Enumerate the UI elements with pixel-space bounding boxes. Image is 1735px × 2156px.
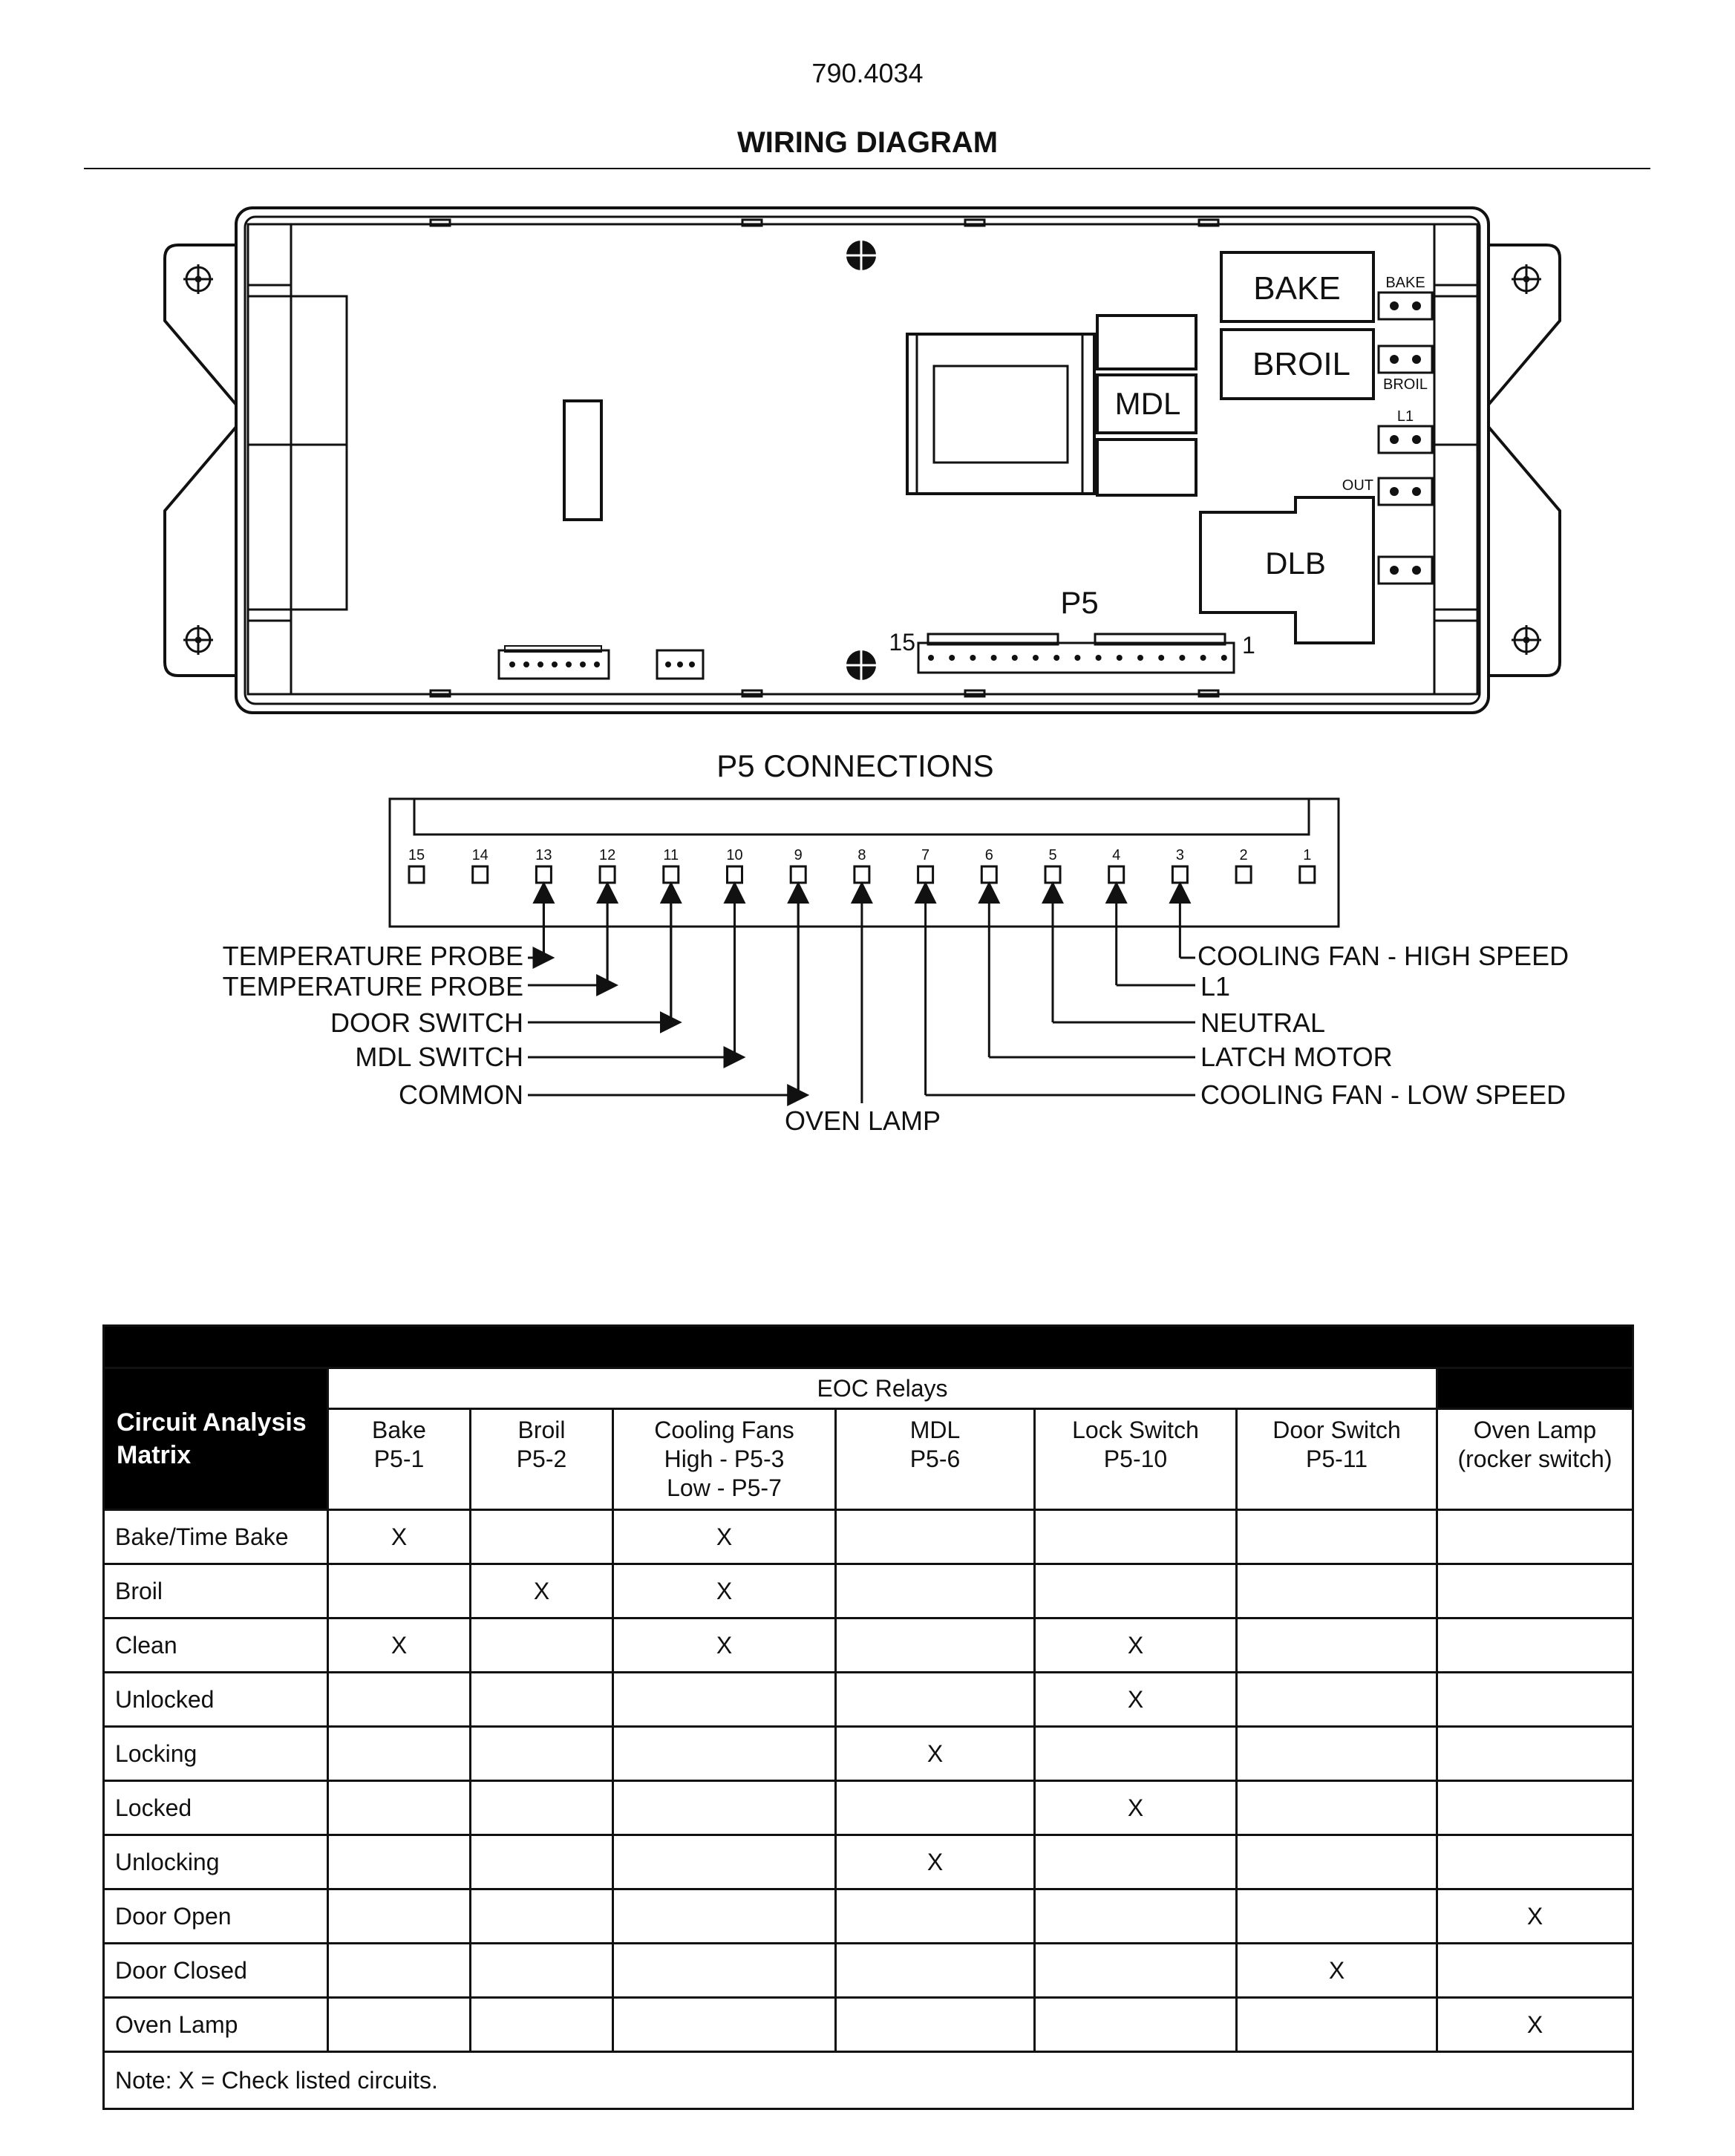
document-number: 790.4034 <box>811 58 924 88</box>
p5-pin-number: 11 <box>663 847 679 863</box>
matrix-cell <box>471 1727 613 1781</box>
l1-terminal-label: L1 <box>1396 408 1414 425</box>
header-pin <box>991 655 997 661</box>
p5-pin <box>728 866 742 883</box>
matrix-row <box>104 1510 1633 1564</box>
matrix-cell: X <box>1437 1889 1633 1944</box>
p5-pin <box>473 866 488 883</box>
seven-pin-dots <box>509 662 600 667</box>
matrix-cell <box>613 1835 836 1889</box>
matrix-cell <box>1237 1835 1437 1889</box>
matrix-cell <box>1237 1673 1437 1727</box>
p5-pin <box>409 866 424 883</box>
circuit-analysis-matrix <box>102 1324 1632 2110</box>
mdl-relay-label: MDL <box>1114 386 1181 421</box>
matrix-cell <box>328 1889 471 1944</box>
transformer <box>907 334 1094 494</box>
mounting-hole <box>1512 264 1541 294</box>
p5-pin <box>1172 866 1187 883</box>
p5-pin-detail <box>408 847 1315 1103</box>
matrix-cell <box>328 1998 471 2052</box>
mounting-hole <box>1512 625 1541 655</box>
matrix-cell <box>1035 1835 1237 1889</box>
label-latch-motor: LATCH MOTOR <box>1200 1042 1393 1072</box>
matrix-cell: X <box>613 1510 836 1564</box>
matrix-cell <box>1437 1673 1633 1727</box>
matrix-row <box>104 1998 1633 2052</box>
broil-terminal-label: BROIL <box>1382 376 1428 393</box>
p5-pin-number: 2 <box>1239 847 1248 863</box>
matrix-row <box>104 1618 1633 1673</box>
label-neutral: NEUTRAL <box>1200 1007 1326 1038</box>
matrix-cell: X <box>613 1618 836 1673</box>
matrix-note: Note: X = Check listed circuits. <box>104 2052 1633 2109</box>
matrix-column-header: Lock Switch P5-10 <box>1035 1409 1237 1510</box>
header-pin <box>970 655 976 661</box>
bake-relay-label: BAKE <box>1253 270 1341 307</box>
matrix-row-label: Clean <box>104 1618 328 1673</box>
matrix-column-header: MDL P5-6 <box>836 1409 1035 1510</box>
out-terminal <box>1379 478 1432 505</box>
p5-pin-number: 9 <box>794 847 803 863</box>
matrix-cell: X <box>1035 1673 1237 1727</box>
matrix-cell <box>1237 1727 1437 1781</box>
p5-connections-title: P5 CONNECTIONS <box>716 748 994 783</box>
p5-pin-number: 10 <box>726 847 743 863</box>
header-pin <box>1179 655 1185 661</box>
matrix-cell: X <box>328 1618 471 1673</box>
matrix-row <box>104 1673 1633 1727</box>
matrix-cell <box>1237 1889 1437 1944</box>
header-pin <box>1096 655 1102 661</box>
matrix-column-header: Cooling Fans High - P5-3 Low - P5-7 <box>613 1409 836 1510</box>
p5-pin-number: 1 <box>1303 847 1312 863</box>
matrix-row-label: Oven Lamp <box>104 1998 328 2052</box>
matrix-row-label: Locking <box>104 1727 328 1781</box>
matrix-cell <box>1035 1564 1237 1618</box>
matrix-cell: X <box>1437 1998 1633 2052</box>
p5-pin <box>791 866 806 883</box>
p5-pin <box>664 866 679 883</box>
header-pin <box>949 655 955 661</box>
matrix-cell <box>836 1998 1035 2052</box>
matrix-row-label: Broil <box>104 1564 328 1618</box>
control-board <box>165 208 1560 713</box>
matrix-cell <box>1437 1510 1633 1564</box>
matrix-cell <box>1437 1618 1633 1673</box>
header-pin <box>928 655 934 661</box>
matrix-cell <box>1237 1510 1437 1564</box>
matrix-cell <box>471 1944 613 1998</box>
label-oven-lamp: OVEN LAMP <box>784 1105 941 1136</box>
matrix-cell <box>613 1673 836 1727</box>
right-mounting-bracket <box>1489 245 1560 676</box>
p5-pin <box>855 866 869 883</box>
p5-leader-line <box>528 889 735 1057</box>
p5-right-labels <box>1197 941 1569 1110</box>
matrix-cell <box>836 1781 1035 1835</box>
header-pin <box>1117 655 1123 661</box>
header-pin <box>1200 655 1206 661</box>
matrix-cell <box>1035 1510 1237 1564</box>
p5-pin-number: 3 <box>1175 847 1184 863</box>
p5-pin <box>1236 866 1251 883</box>
label-mdl-switch: MDL SWITCH <box>355 1042 523 1072</box>
matrix-cell <box>1237 1781 1437 1835</box>
matrix-cell <box>836 1618 1035 1673</box>
matrix-row-label: Unlocking <box>104 1835 328 1889</box>
matrix-cell <box>471 1781 613 1835</box>
bake-terminal <box>1379 293 1432 319</box>
matrix-cell: X <box>613 1564 836 1618</box>
matrix-cell: X <box>328 1510 471 1564</box>
matrix-column-header: Broil P5-2 <box>471 1409 613 1510</box>
terminal-dots <box>1390 301 1421 575</box>
matrix-column-header: Bake P5-1 <box>328 1409 471 1510</box>
header-pin <box>1074 655 1080 661</box>
matrix-row-label: Locked <box>104 1781 328 1835</box>
p5-header-pins <box>928 655 1227 661</box>
p5-leader-line <box>528 889 607 985</box>
matrix-cell <box>471 1998 613 2052</box>
p5-pin-number: 14 <box>471 847 489 863</box>
matrix-cell <box>1437 1727 1633 1781</box>
matrix-row <box>104 1889 1633 1944</box>
matrix-row-label: Door Closed <box>104 1944 328 1998</box>
matrix-cell <box>471 1889 613 1944</box>
p5-pin-number: 4 <box>1112 847 1121 863</box>
page-title: WIRING DIAGRAM <box>736 126 999 159</box>
label-l1: L1 <box>1200 971 1231 1002</box>
matrix-row <box>104 1564 1633 1618</box>
matrix-cell: X <box>1035 1781 1237 1835</box>
out-terminal-label: OUT <box>1342 477 1373 494</box>
three-pin-dots <box>665 662 695 667</box>
matrix-cell <box>471 1618 613 1673</box>
label-cooling-fan-high: COOLING FAN - HIGH SPEED <box>1197 941 1569 971</box>
matrix-cell <box>471 1673 613 1727</box>
p5-left-labels <box>223 941 523 1110</box>
matrix-cell: X <box>836 1835 1035 1889</box>
p5-pin-number: 6 <box>984 847 993 863</box>
matrix-cell: X <box>836 1727 1035 1781</box>
matrix-cell <box>1035 1944 1237 1998</box>
p5-pin-number: 15 <box>408 847 425 863</box>
p5-pin-number: 8 <box>857 847 866 863</box>
matrix-cell <box>836 1564 1035 1618</box>
header-pin <box>1053 655 1059 661</box>
p5-leader-line <box>528 889 671 1022</box>
matrix-cell <box>836 1944 1035 1998</box>
matrix-cell <box>1437 1781 1633 1835</box>
bake-terminal-label: BAKE <box>1385 275 1425 291</box>
mounting-hole <box>183 264 213 294</box>
header-pin <box>1033 655 1039 661</box>
broil-relay-label: BROIL <box>1252 346 1351 382</box>
board-screw <box>846 650 876 680</box>
matrix-column-header: Oven Lamp (rocker switch) <box>1437 1409 1633 1510</box>
matrix-cell <box>613 1889 836 1944</box>
matrix-cell <box>836 1889 1035 1944</box>
matrix-cell <box>1437 1835 1633 1889</box>
matrix-column-header: Door Switch P5-11 <box>1237 1409 1437 1510</box>
p5-pin <box>1109 866 1124 883</box>
p5-pin <box>981 866 996 883</box>
matrix-cell <box>613 1781 836 1835</box>
left-mounting-bracket <box>165 245 236 676</box>
header-pin <box>1137 655 1143 661</box>
matrix-row <box>104 1781 1633 1835</box>
matrix-cell <box>836 1510 1035 1564</box>
label-temperature-probe-12: TEMPERATURE PROBE <box>222 971 523 1002</box>
p5-pin-15-label: 15 <box>889 629 915 656</box>
matrix-cell <box>1035 1889 1237 1944</box>
matrix-cell <box>328 1835 471 1889</box>
matrix-cell <box>1035 1998 1237 2052</box>
eoc-relays-header: EOC Relays <box>328 1368 1437 1409</box>
matrix-cell: X <box>471 1564 613 1618</box>
p5-board-label: P5 <box>1060 585 1099 620</box>
l1-terminal <box>1379 426 1432 453</box>
matrix-black-cell <box>1437 1368 1633 1409</box>
matrix-corner-title: Circuit Analysis Matrix <box>104 1368 328 1510</box>
matrix-row <box>104 1835 1633 1889</box>
label-door-switch: DOOR SWITCH <box>330 1007 523 1038</box>
matrix-row-label: Unlocked <box>104 1673 328 1727</box>
matrix-cell <box>328 1944 471 1998</box>
matrix-cell <box>471 1510 613 1564</box>
matrix-cell: X <box>1035 1618 1237 1673</box>
board-screw <box>846 241 876 270</box>
label-temperature-probe-13: TEMPERATURE PROBE <box>222 941 523 971</box>
matrix-cell <box>328 1781 471 1835</box>
header-pin <box>1158 655 1164 661</box>
vertical-component <box>564 401 601 520</box>
p5-pin <box>1300 866 1315 883</box>
p5-pin-number: 5 <box>1048 847 1057 863</box>
matrix-cell <box>328 1564 471 1618</box>
p5-pin-1-label: 1 <box>1242 632 1255 659</box>
matrix-cell <box>613 1998 836 2052</box>
matrix-cell <box>328 1727 471 1781</box>
p5-pin-number: 13 <box>535 847 552 863</box>
dlb-relay-label: DLB <box>1265 546 1326 581</box>
matrix-cell: X <box>1237 1944 1437 1998</box>
header-pin <box>1221 655 1227 661</box>
broil-terminal <box>1379 346 1432 373</box>
matrix-cell <box>836 1673 1035 1727</box>
matrix-cell <box>1437 1564 1633 1618</box>
matrix-top-bar <box>104 1326 1633 1368</box>
header-pin <box>1012 655 1018 661</box>
p5-leader-line <box>528 889 543 958</box>
label-cooling-fan-low: COOLING FAN - LOW SPEED <box>1200 1079 1566 1110</box>
matrix-row <box>104 1944 1633 1998</box>
dlb-terminal <box>1379 557 1432 584</box>
matrix-cell <box>328 1673 471 1727</box>
matrix-cell <box>613 1944 836 1998</box>
p5-pin-number: 12 <box>598 847 616 863</box>
p5-pin <box>536 866 551 883</box>
matrix-cell <box>613 1727 836 1781</box>
mounting-hole <box>183 625 213 655</box>
matrix-column-headers <box>104 1409 1633 1510</box>
p5-pin <box>600 866 615 883</box>
matrix-cell <box>1237 1564 1437 1618</box>
matrix-cell <box>1437 1944 1633 1998</box>
p5-pin-number: 7 <box>921 847 930 863</box>
p5-pin <box>1045 866 1060 883</box>
p5-leader-line <box>528 889 798 1095</box>
p5-pin <box>918 866 933 883</box>
label-common: COMMON <box>399 1079 523 1110</box>
matrix-cell <box>471 1835 613 1889</box>
matrix-cell <box>1237 1998 1437 2052</box>
matrix-row-label: Door Open <box>104 1889 328 1944</box>
matrix-row <box>104 1727 1633 1781</box>
matrix-cell <box>1035 1727 1237 1781</box>
matrix-row-label: Bake/Time Bake <box>104 1510 328 1564</box>
matrix-cell <box>1237 1618 1437 1673</box>
